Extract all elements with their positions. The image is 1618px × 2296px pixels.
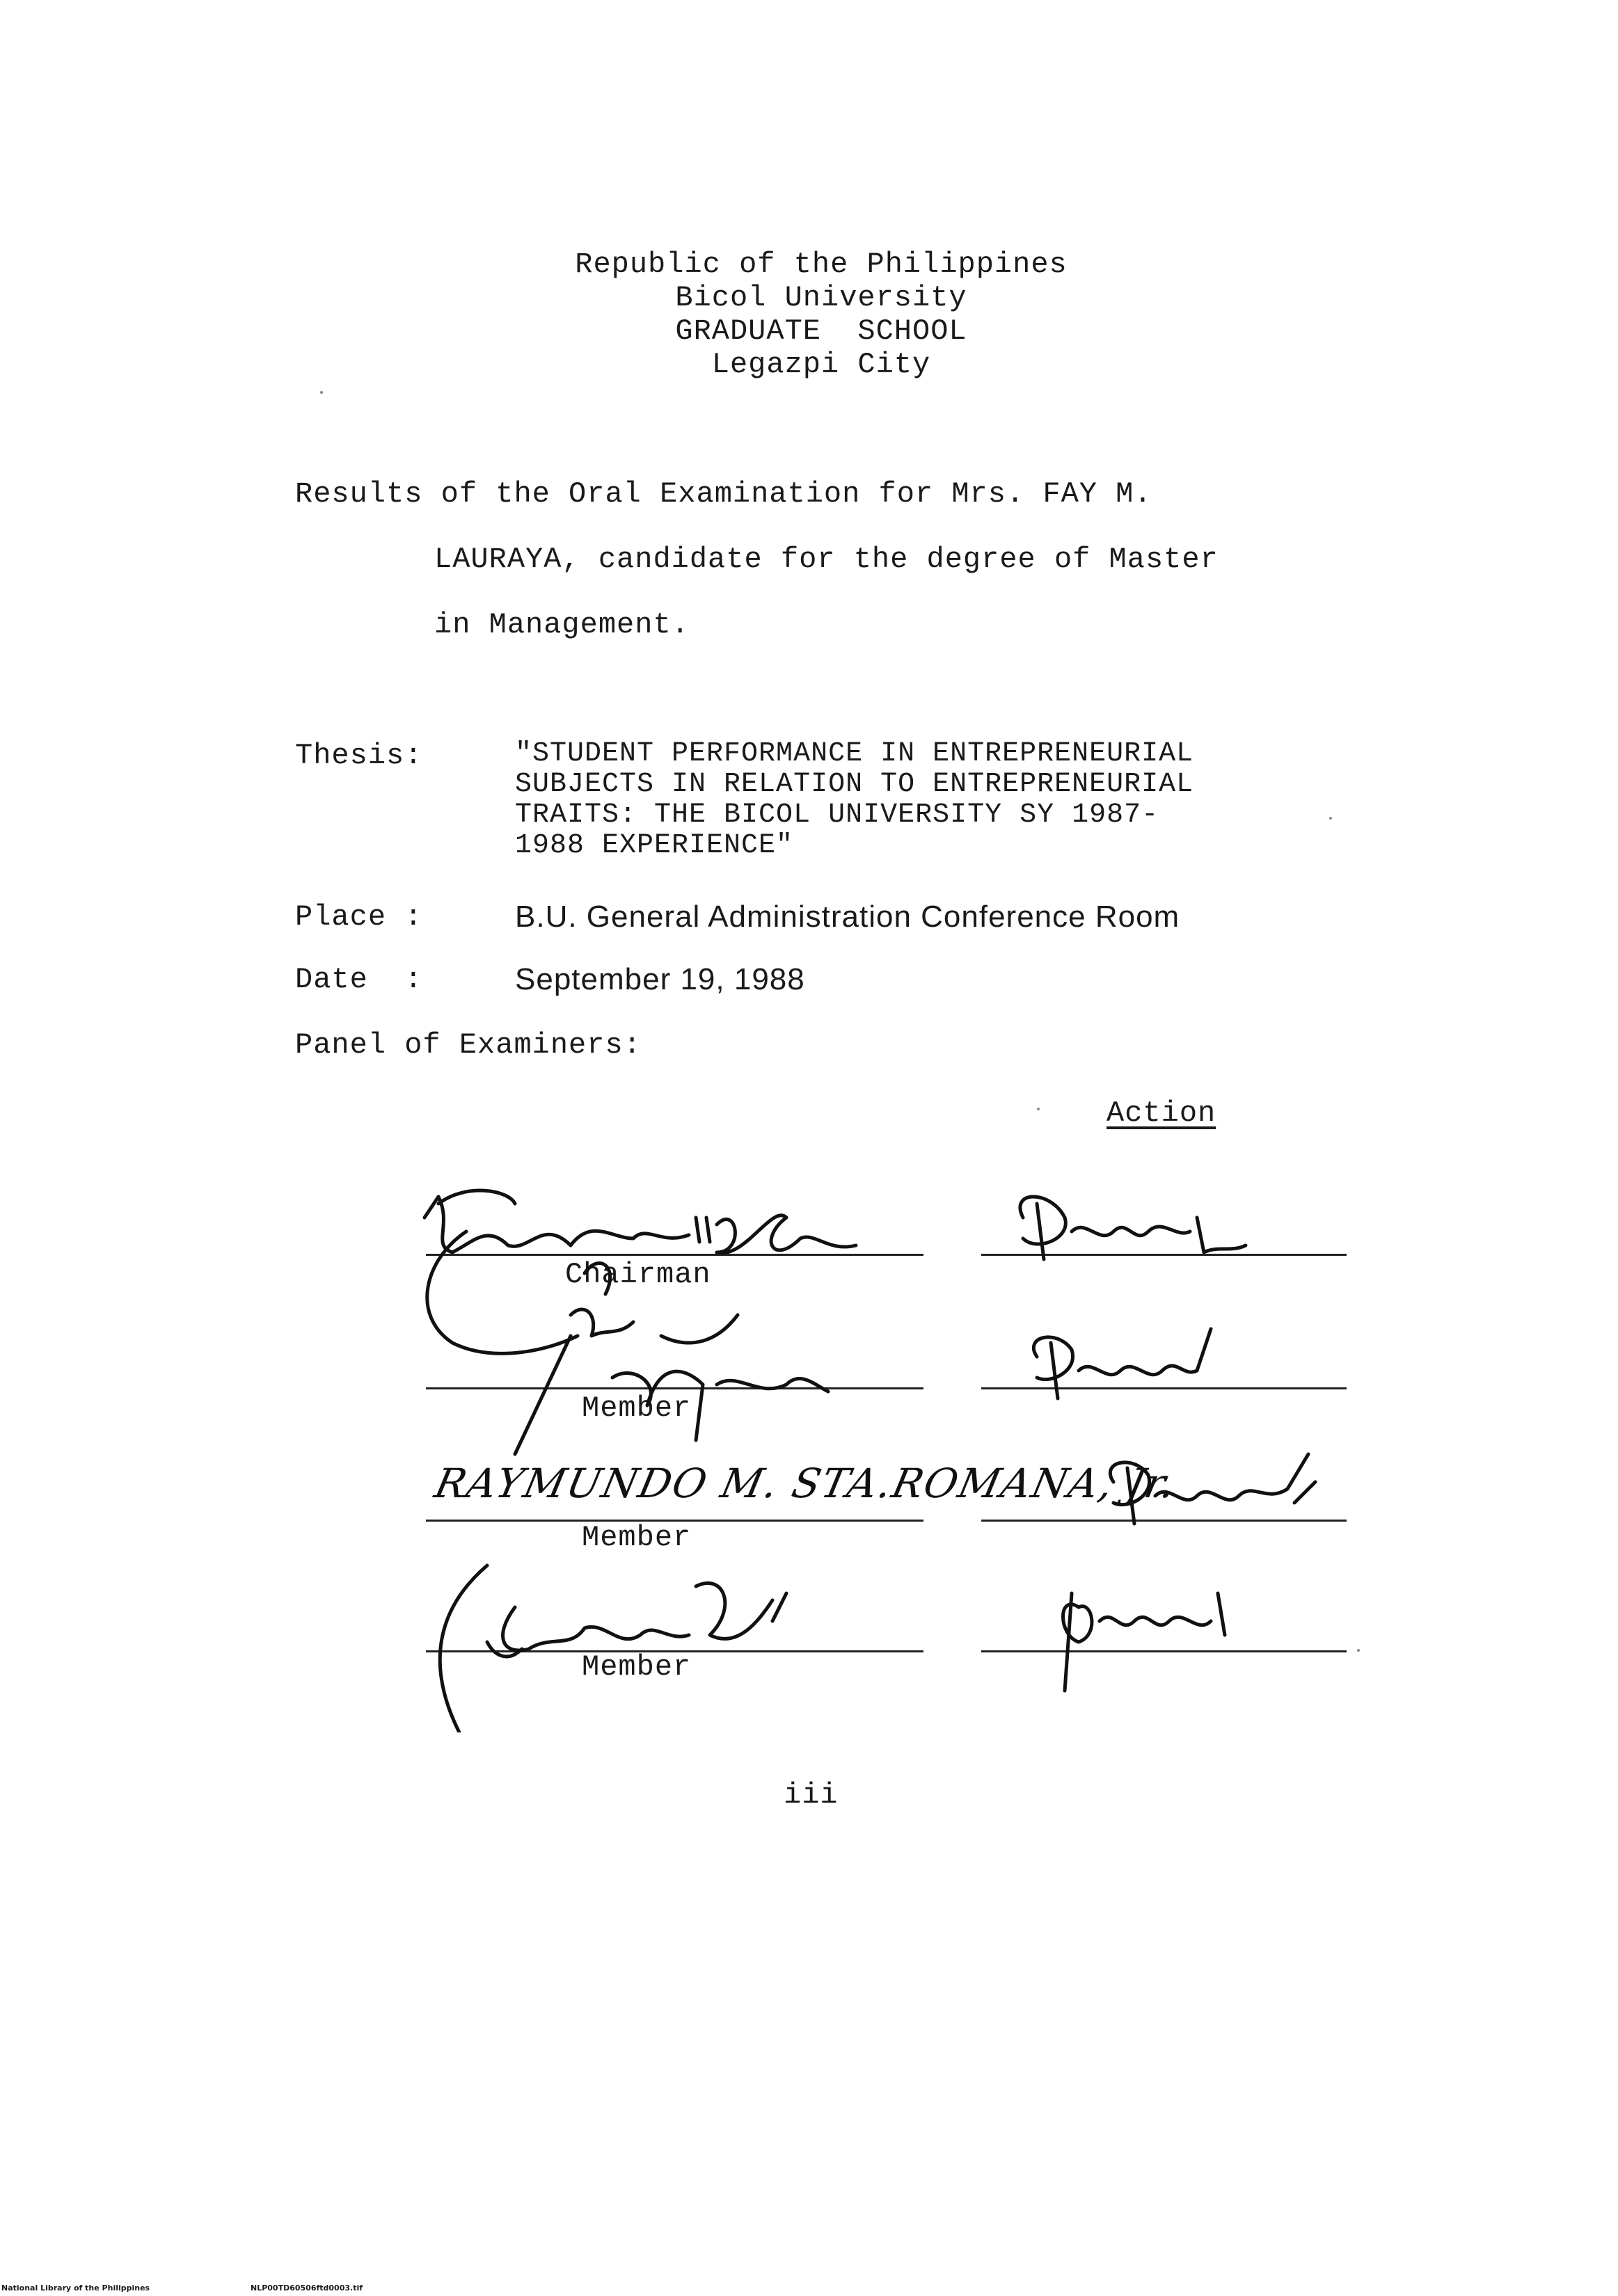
member-3-role: Member: [582, 1650, 692, 1684]
member-3-signature: [440, 1565, 786, 1732]
action-header: Action: [1107, 1097, 1216, 1130]
thesis-label: Thesis:: [295, 739, 423, 772]
results-line-1: Results of the Oral Examination for Mrs. FAY M.: [295, 477, 1152, 511]
results-line-2: LAURAYA, candidate for the degree of Master: [434, 543, 1219, 576]
date-value: September 19, 1988: [515, 962, 805, 996]
place-label: Place :: [295, 900, 423, 934]
date-label: Date :: [295, 963, 423, 996]
member-2-handwritten-name: RAYMUNDO M. STA.ROMANA, Jr.: [430, 1460, 1182, 1507]
header-city: Legazpi City: [711, 348, 931, 381]
member-3-action-signature: [1063, 1593, 1226, 1691]
chairman-signature: [425, 1190, 856, 1353]
place-value: B.U. General Administration Conference Room: [515, 900, 1180, 934]
footer-library: National Library of the Philippines: [1, 2283, 150, 2293]
header-republic: Republic of the Philippines: [575, 248, 1068, 281]
header-university: Bicol University: [675, 281, 967, 314]
member-2-role: Member: [582, 1521, 692, 1554]
header-graduate-school: GRADUATE SCHOOL: [675, 314, 967, 348]
page-number: iii: [784, 1778, 839, 1812]
member-2-action-signature: [1110, 1454, 1315, 1524]
thesis-title: "STUDENT PERFORMANCE IN ENTREPRENEURIAL SUBJECTS IN RELATION TO ENTREPRENEURIAL TRAITS: THE BICOL UNIVERSITY SY 1987- 1988 EXPERIENCE": [515, 738, 1194, 861]
chairman-role: Chairman: [565, 1258, 711, 1291]
chairman-action-signature: [1020, 1197, 1246, 1259]
member-1-role: Member: [582, 1392, 692, 1425]
footer-file-id: NLP00TD60506ftd0003.tif: [251, 2283, 363, 2293]
scan-speck: [1357, 1649, 1360, 1652]
member-1-signature: [515, 1309, 828, 1454]
scan-speck: [1037, 1108, 1040, 1110]
results-line-3: in Management.: [434, 608, 690, 641]
panel-label: Panel of Examiners:: [295, 1028, 642, 1062]
handwriting-layer: [411, 1176, 1371, 1732]
scan-speck: [1329, 817, 1332, 820]
scan-speck: [320, 391, 323, 394]
member-1-action-signature: [1033, 1329, 1211, 1398]
